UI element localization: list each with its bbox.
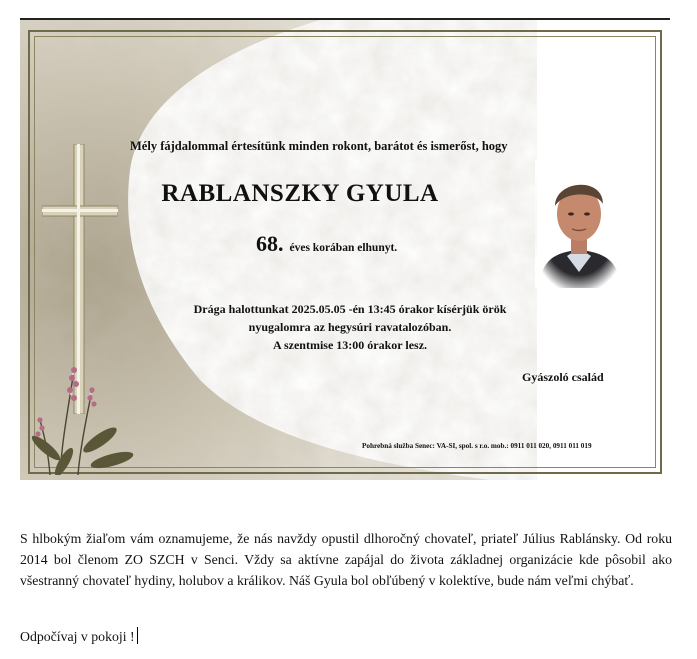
signature: Gyászoló család: [522, 370, 604, 384]
funeral-line-2: nyugalomra az hegysúri ravatalozóban.: [248, 320, 452, 334]
age-number: 68.: [256, 231, 284, 256]
age-line: [256, 231, 397, 257]
age-text: éves korában elhunyt.: [289, 242, 398, 254]
flowers-illustration: [30, 340, 140, 475]
funeral-details: [160, 300, 540, 354]
funeral-line-3: A szentmise 13:00 órakor lesz.: [272, 338, 428, 352]
deceased-name: RABLANSZKY GYULA: [161, 180, 439, 207]
funeral-line-1: Drága halottunkat 2025.05.05 -én 13:45 órakor kísérjük örök: [193, 302, 507, 316]
obituary-card: [20, 18, 670, 480]
funeral-service-footer: Pohrebná služba Senec: VA-SI, spol. s r.o. mob.: 0911 011 020, 0911 011 019: [362, 442, 592, 450]
intro-text: Mély fájdalommal értesítünk minden rokont, barátot és ismerőst, hogy: [130, 139, 508, 153]
article-paragraph-1: S hlbokým žiaľom vám oznamujeme, že nás navždy opustil dlhoročný chovateľ, priateľ Július Rablánsky. Od roku 2014 bol členom ZO SZCH v Senci. Vždy sa aktívne zapájal do života základnej organizácie kde pôsobil ako všestranný chovateľ hydiny, holubov a králikov. Náš Gyula bol obľúbený v kolektíve, bude nám veľmi chýbať.: [20, 531, 672, 588]
article-body: [20, 528, 672, 591]
text-cursor: [137, 627, 139, 644]
article-paragraph-2[interactable]: [20, 627, 138, 645]
portrait-photo: [535, 160, 623, 288]
closing-line: Odpočívaj v pokoji !: [20, 629, 135, 644]
